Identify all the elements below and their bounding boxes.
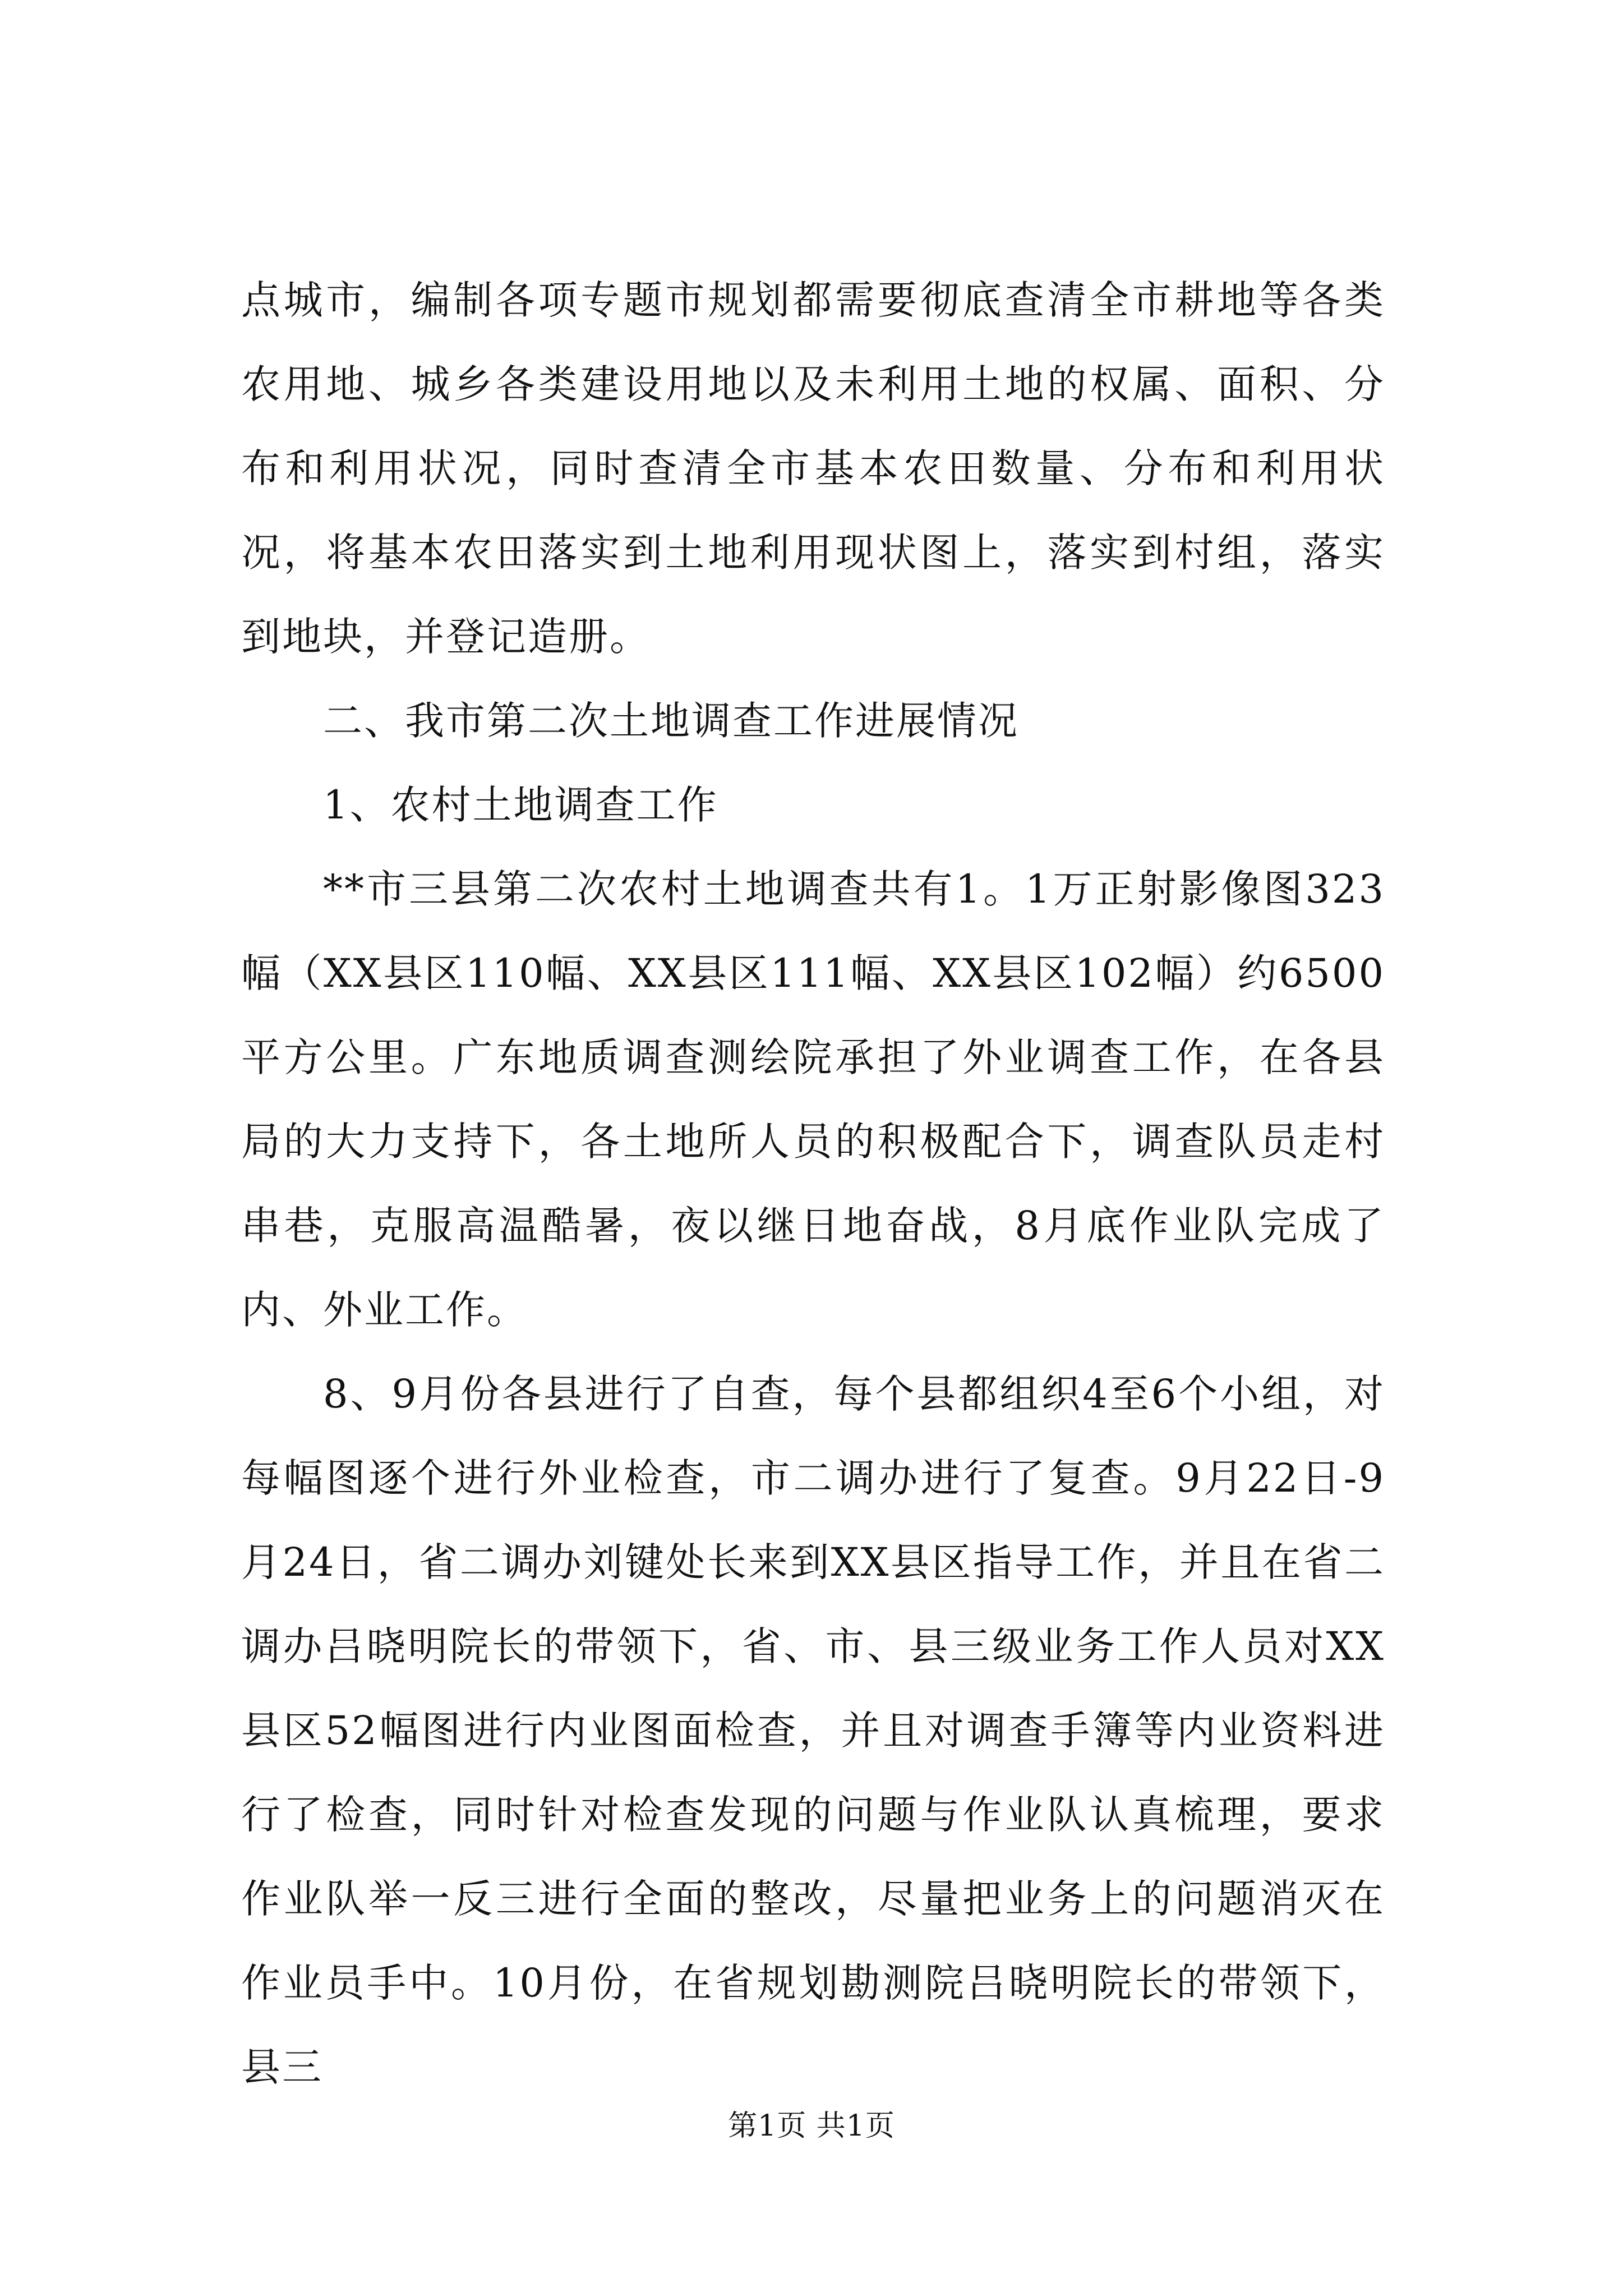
paragraph-continuation: 点城市，编制各项专题市规划都需要彻底查清全市耕地等各类农用地、城乡各类建设用地以及未利用土地的权属、面积、分布和利用状况，同时查清全市基本农田数量、分布和利用状况，将基本农田落实到土地利用现状图上，落实到村组，落实到地块，并登记造册。 xyxy=(241,277,1385,660)
paragraph-inspection-progress: 8、9月份各县进行了自查，每个县都组织4至6个小组，对每幅图逐个进行外业检查，市二调办进行了复查。9月22日-9月24日，省二调办刘键处长来到XX县区指导工作，并且在省二调办吕晓明院长的带领下，省、市、县三级业务工作人员对XX县区52幅图进行内业图面检查，并且对调查手簿等内业资料进行了检查，同时针对检查发现的问题与作业队认真梳理，要求作业队举一反三进行全面的整改，尽量把业务上的问题消灭在作业员手中。10月份，在省规划勘测院吕晓明院长的带领下，县三 xyxy=(241,1371,1385,2090)
subsection-heading: 1、农村土地调查工作 xyxy=(323,782,718,828)
paragraph-survey-summary: **市三县第二次农村土地调查共有1。1万正射影像图323幅（XX县区110幅、XX县区111幅、XX县区102幅）约6500平方公里。广东地质调查测绘院承担了外业调查工作，在各县局的大力支持下，各土地所人员的积极配合下，调查队员走村串巷，克服高温酷暑，夜以继日地奋战，8月底作业队完成了内、外业工作。 xyxy=(241,866,1385,1333)
section-heading: 二、我市第二次土地调查工作进展情况 xyxy=(323,698,1019,744)
document-body xyxy=(241,258,1385,2109)
page-footer: 第1页 共1页 xyxy=(728,2109,895,2143)
